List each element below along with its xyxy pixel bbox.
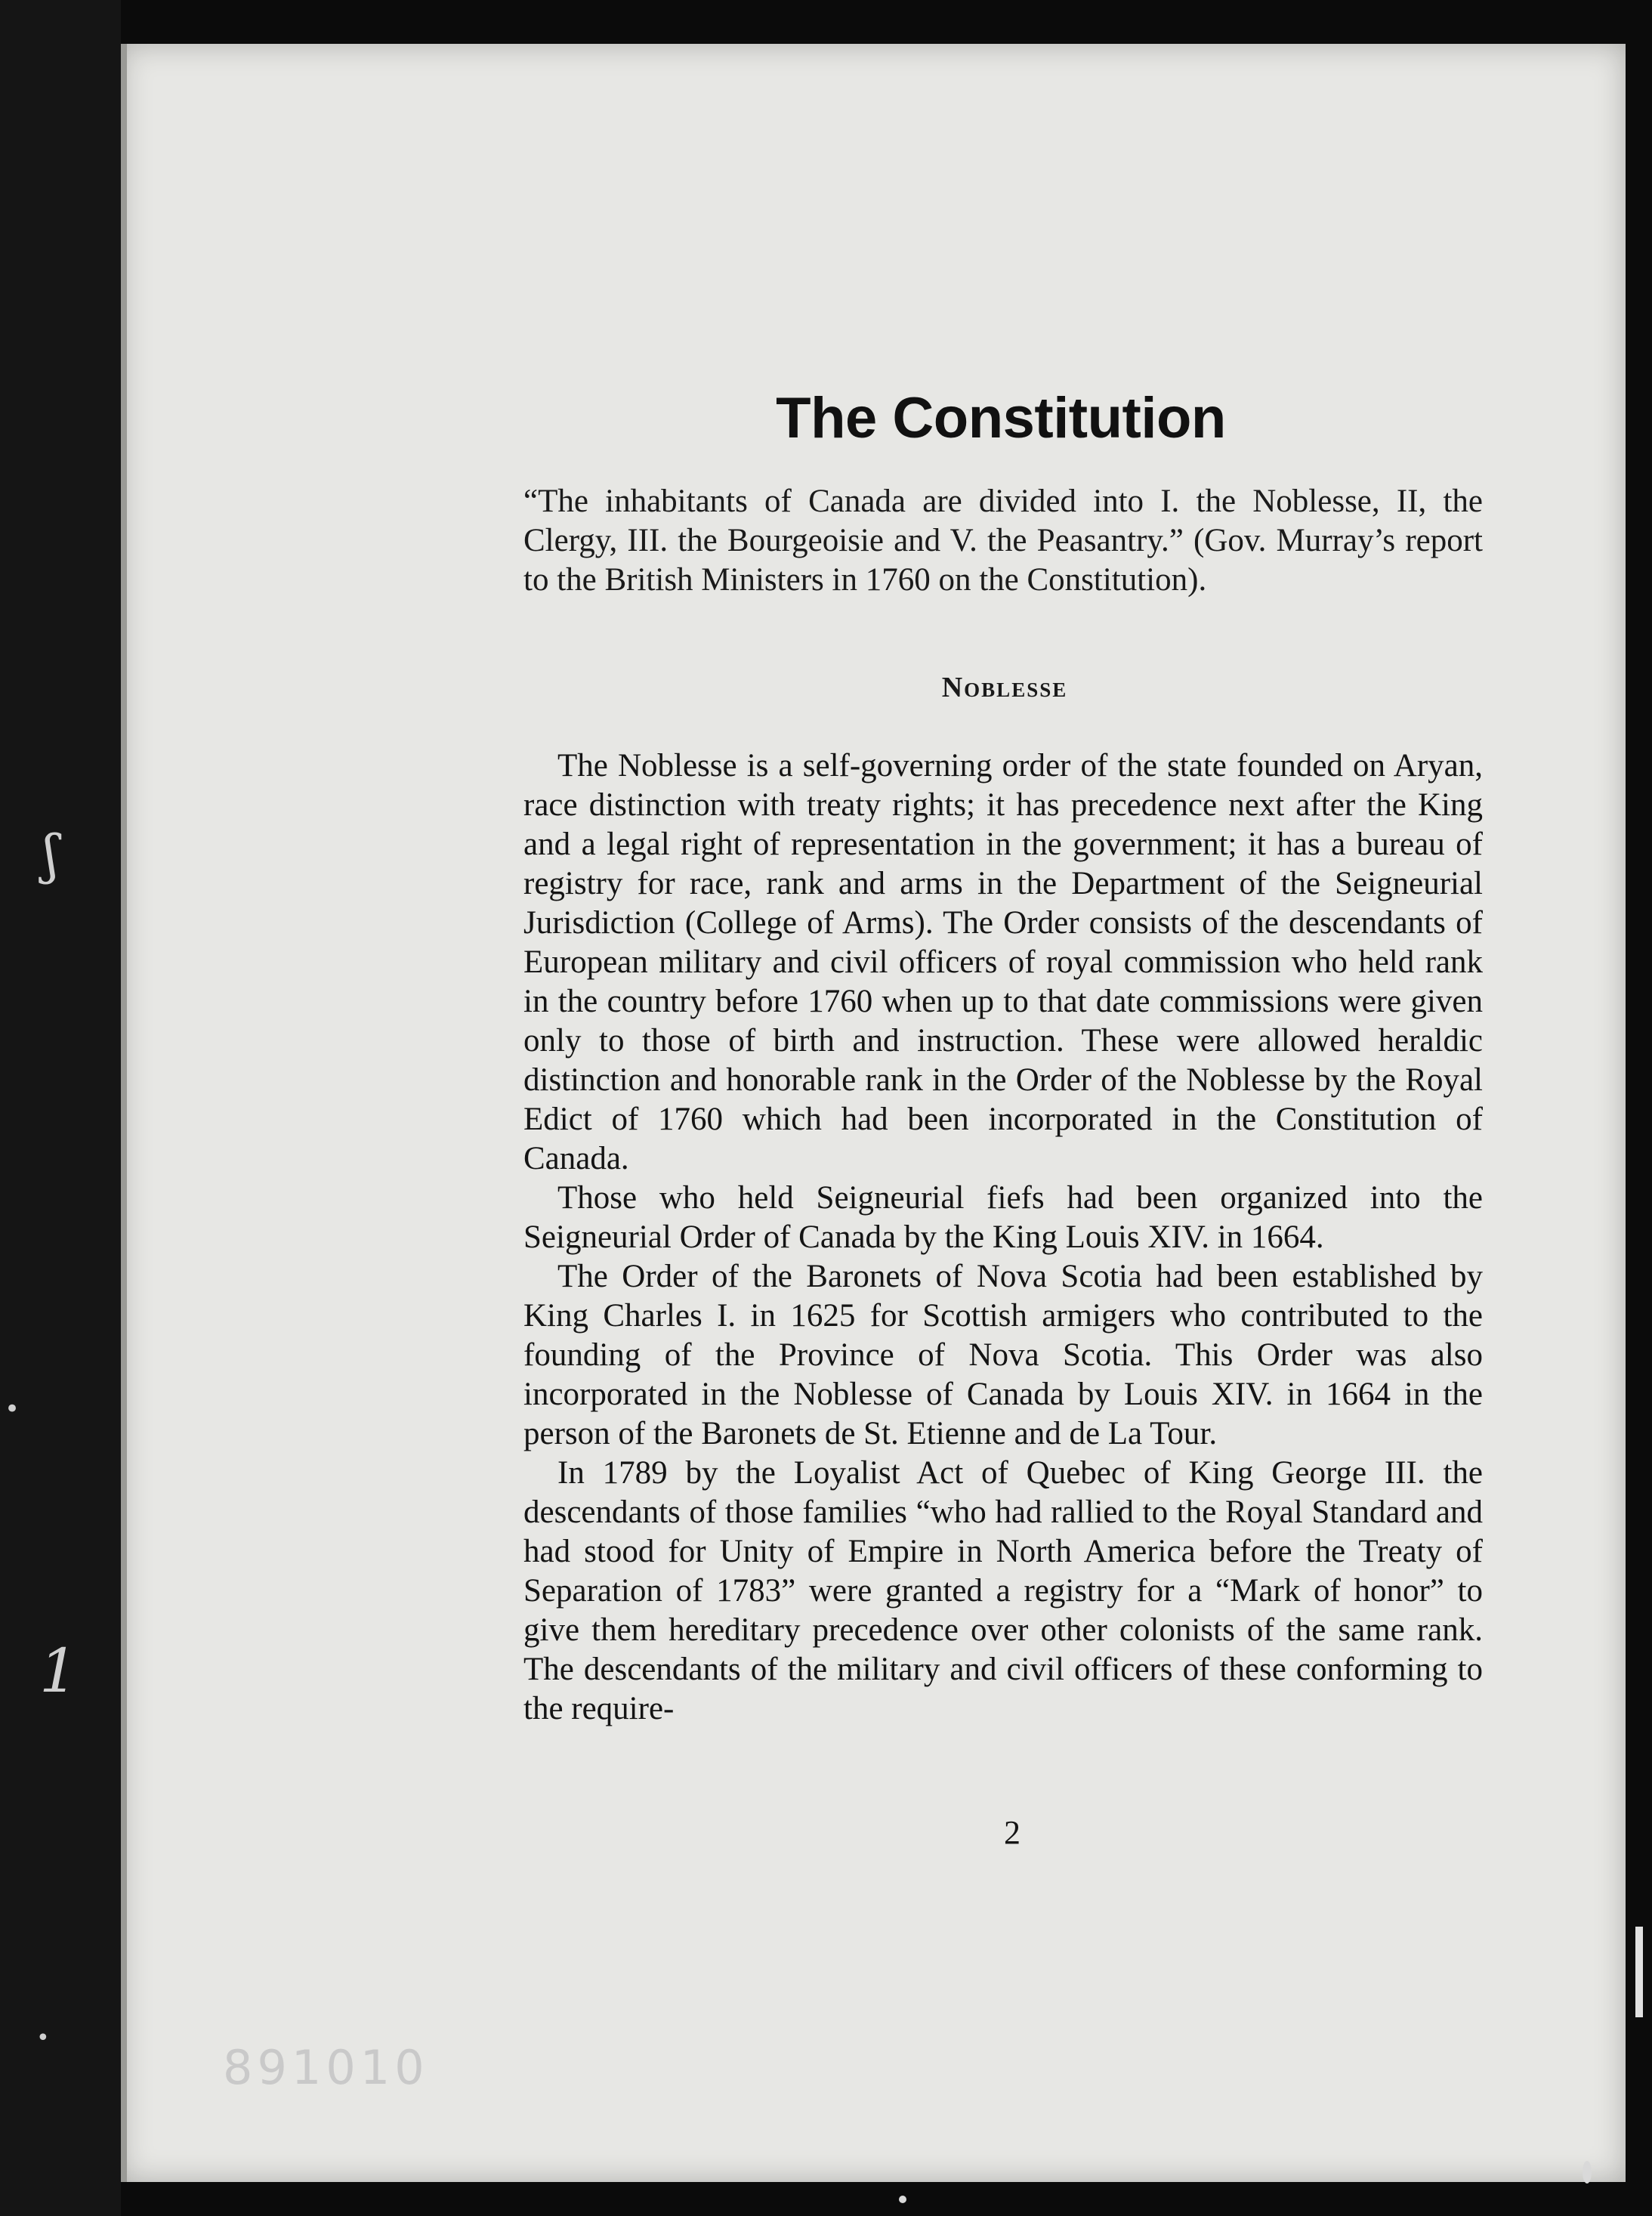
margin-mark-one: 1 — [39, 1636, 78, 1706]
opening-quote: “The inhabitants of Canada are divided into I. the Noblesse, II, the Clergy, III. the Bourgeoisie and V. the Peasantry.” (Gov. Murray’s report to the British Ministers in 1760 on the Constitution). — [523, 484, 1483, 598]
paragraph-seigneurial-order: Those who held Seigneurial fiefs had been organized into the Seigneurial Order of Canada by the King Louis XIV. in 1664. — [523, 1180, 1483, 1255]
margin-mark-squiggle: ʃ — [44, 824, 59, 885]
scan-speck — [1583, 2161, 1592, 2184]
right-edge-mark — [1635, 1927, 1643, 2017]
paragraph-noblesse-definition: The Noblesse is a self-governing order of the state founded on Aryan, race distinction with treaty rights; it has precedence next after the King and a legal right of representation in the government; it has a bureau of registry for race, rank and arms in the Department of the Seigneurial Jurisdiction (College of Arms). The Order consists of the descendants of European military and civil officers of royal commission who held rank in the country before 1760 when up to that date commissions were given only to those of birth and instruction. These were allowed heraldic distinction and honorable rank in the Order of the Noblesse by the Royal Edict of 1760 which had been incorporated in the Constitution of Canada. — [523, 748, 1483, 1176]
margin-mark-dot: • — [5, 1394, 20, 1424]
paragraph-baronets-nova-scotia: The Order of the Baronets of Nova Scotia had been established by King Charles I. in 1625 for Scottish armigers who contributed to the founding of the Province of Nova Scotia. This Order was also incorporated in the Noblesse of Canada by Louis XIV. in 1664 in the person of the Baronets de St. Etienne and de La Tour. — [523, 1259, 1483, 1451]
margin-mark-dot-lower: • — [36, 2025, 50, 2051]
section-heading-noblesse: Noblesse — [941, 672, 1068, 703]
microfilm-number: 891010 — [223, 2040, 429, 2095]
scan-speck — [899, 2196, 906, 2203]
page-binding-edge — [121, 44, 127, 2182]
paragraph-loyalist-act: In 1789 by the Loyalist Act of Quebec of King George III. the descendants of those families “who had rallied to the Royal Standard and had stood for Unity of Empire in North America before the Treaty of Separation of 1783” were granted a registry for a “Mark of honor” to give them hereditary precedence over other colonists of the same rank. The descendants of the military and civil officers of these conforming to the require- — [523, 1455, 1483, 1726]
body-text — [523, 746, 1483, 1729]
page-number: 2 — [1004, 1814, 1021, 1851]
page-title: The Constitution — [776, 386, 1226, 450]
scan-left-margin — [0, 0, 121, 2216]
